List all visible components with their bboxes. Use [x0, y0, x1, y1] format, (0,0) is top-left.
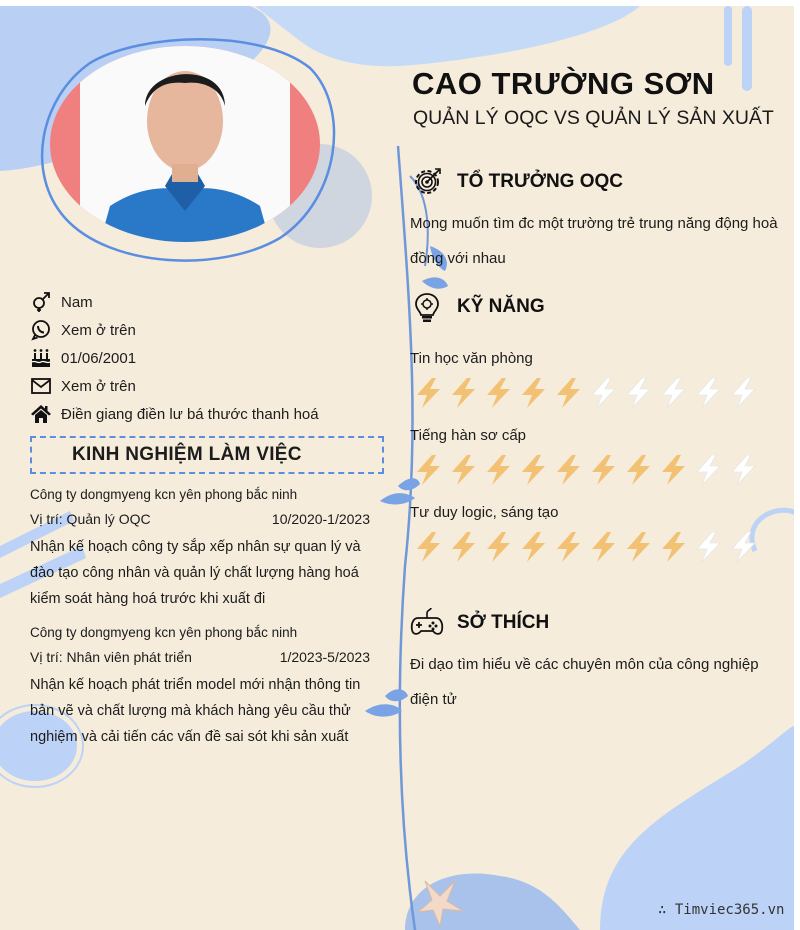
candidate-job-title: QUẢN LÝ OQC VS QUẢN LÝ SẢN XUẤT: [413, 107, 774, 129]
gender-text: Nam: [61, 293, 93, 311]
birthday-text: 01/06/2001: [61, 349, 137, 367]
objective-title: TỔ TRƯỞNG OQC: [457, 171, 624, 192]
bolt-filled-icon: [412, 530, 445, 564]
bolt-filled-icon: [657, 453, 690, 487]
bolt-empty-icon: [622, 376, 655, 410]
address-text: Điền giang điền lư bá thước thanh hoá: [61, 405, 319, 423]
birthday-cake-icon: [30, 347, 52, 369]
objective-header: [410, 165, 623, 199]
job-entry: [30, 484, 370, 612]
candidate-name: CAO TRƯỜNG SƠN: [412, 66, 715, 101]
bolt-empty-icon: [657, 376, 690, 410]
bolt-filled-icon: [447, 376, 480, 410]
job-description: Nhận kế hoạch phát triển model mới nhận thông tin bản vẽ và chất lượng mà khách hàng yêu cầu thử nghiệm và cải tiến các vấn đề sai sót khi sản xuất: [30, 677, 361, 745]
bolt-filled-icon: [482, 530, 515, 564]
objective-text: Mong muốn tìm đc một trường trẻ trung năng động hoà đồng với nhau: [410, 215, 778, 267]
bolt-empty-icon: [692, 530, 725, 564]
bolt-empty-icon: [587, 376, 620, 410]
info-address: [30, 400, 390, 428]
lightbulb-icon: [410, 290, 444, 324]
cv-page: [0, 6, 794, 930]
job-company: Công ty dongmyeng kcn yên phong bắc ninh: [30, 625, 298, 640]
bolt-filled-icon: [622, 453, 655, 487]
hobbies-title: SỞ THÍCH: [457, 612, 550, 633]
personal-info-list: [30, 288, 390, 428]
bolt-empty-icon: [692, 376, 725, 410]
bolt-filled-icon: [552, 376, 585, 410]
phone-icon: [30, 319, 52, 341]
phone-text: Xem ở trên: [61, 321, 136, 339]
skill-name: Tiếng hàn sơ cấp: [410, 427, 527, 444]
job-company: Công ty dongmyeng kcn yên phong bắc ninh: [30, 487, 298, 502]
info-email: [30, 372, 390, 400]
job-period: 1/2023-5/2023: [279, 649, 370, 665]
gender-icon: [30, 291, 52, 313]
bolt-filled-icon: [412, 453, 445, 487]
info-gender: [30, 288, 390, 316]
bolt-filled-icon: [552, 530, 585, 564]
bolt-filled-icon: [482, 453, 515, 487]
home-icon: [30, 403, 52, 425]
bolt-filled-icon: [622, 530, 655, 564]
bolt-empty-icon: [692, 453, 725, 487]
job-description: Nhận kế hoạch công ty sắp xếp nhân sự quan lý và đào tạo công nhân và quản lý chất lượng hàng hoá kiểm soát hàng hoá trước khi xuất đi: [30, 539, 361, 607]
bolt-filled-icon: [447, 453, 480, 487]
bolt-filled-icon: [447, 530, 480, 564]
envelope-icon: [30, 375, 52, 397]
bolt-empty-icon: [727, 530, 760, 564]
hobbies-header: [410, 606, 549, 640]
gamepad-icon: [410, 606, 444, 640]
bolt-filled-icon: [517, 376, 550, 410]
email-text: Xem ở trên: [61, 377, 136, 395]
target-gear-icon: [410, 165, 444, 199]
bolt-filled-icon: [587, 530, 620, 564]
job-period: 10/2020-1/2023: [271, 511, 370, 527]
job-position: Vị trí: Nhân viên phát triển: [30, 649, 192, 665]
profile-photo: [50, 46, 320, 242]
skill-name: Tin học văn phòng: [410, 350, 533, 367]
bolt-filled-icon: [552, 453, 585, 487]
bolt-filled-icon: [587, 453, 620, 487]
skill-rating: [412, 453, 762, 487]
hobbies-text: Đi dạo tìm hiểu về các chuyên môn của công nghiệp điện tử: [410, 656, 759, 708]
skills-title: KỸ NĂNG: [457, 296, 545, 317]
skills-header: [410, 290, 545, 324]
bolt-empty-icon: [727, 453, 760, 487]
bolt-filled-icon: [517, 453, 550, 487]
bolt-filled-icon: [657, 530, 690, 564]
skill-rating: [412, 530, 762, 564]
info-birthday: [30, 344, 390, 372]
job-position: Vị trí: Quản lý OQC: [30, 511, 151, 527]
skill-name: Tư duy logic, sáng tạo: [410, 504, 559, 521]
info-phone: [30, 316, 390, 344]
experience-section-title: KINH NGHIỆM LÀM VIỆC: [30, 436, 384, 474]
skill-rating: [412, 376, 762, 410]
bolt-empty-icon: [727, 376, 760, 410]
site-watermark: ∴ Timviec365.vn: [658, 902, 785, 918]
job-entry: [30, 622, 370, 750]
bolt-filled-icon: [517, 530, 550, 564]
bolt-filled-icon: [482, 376, 515, 410]
bolt-filled-icon: [412, 376, 445, 410]
